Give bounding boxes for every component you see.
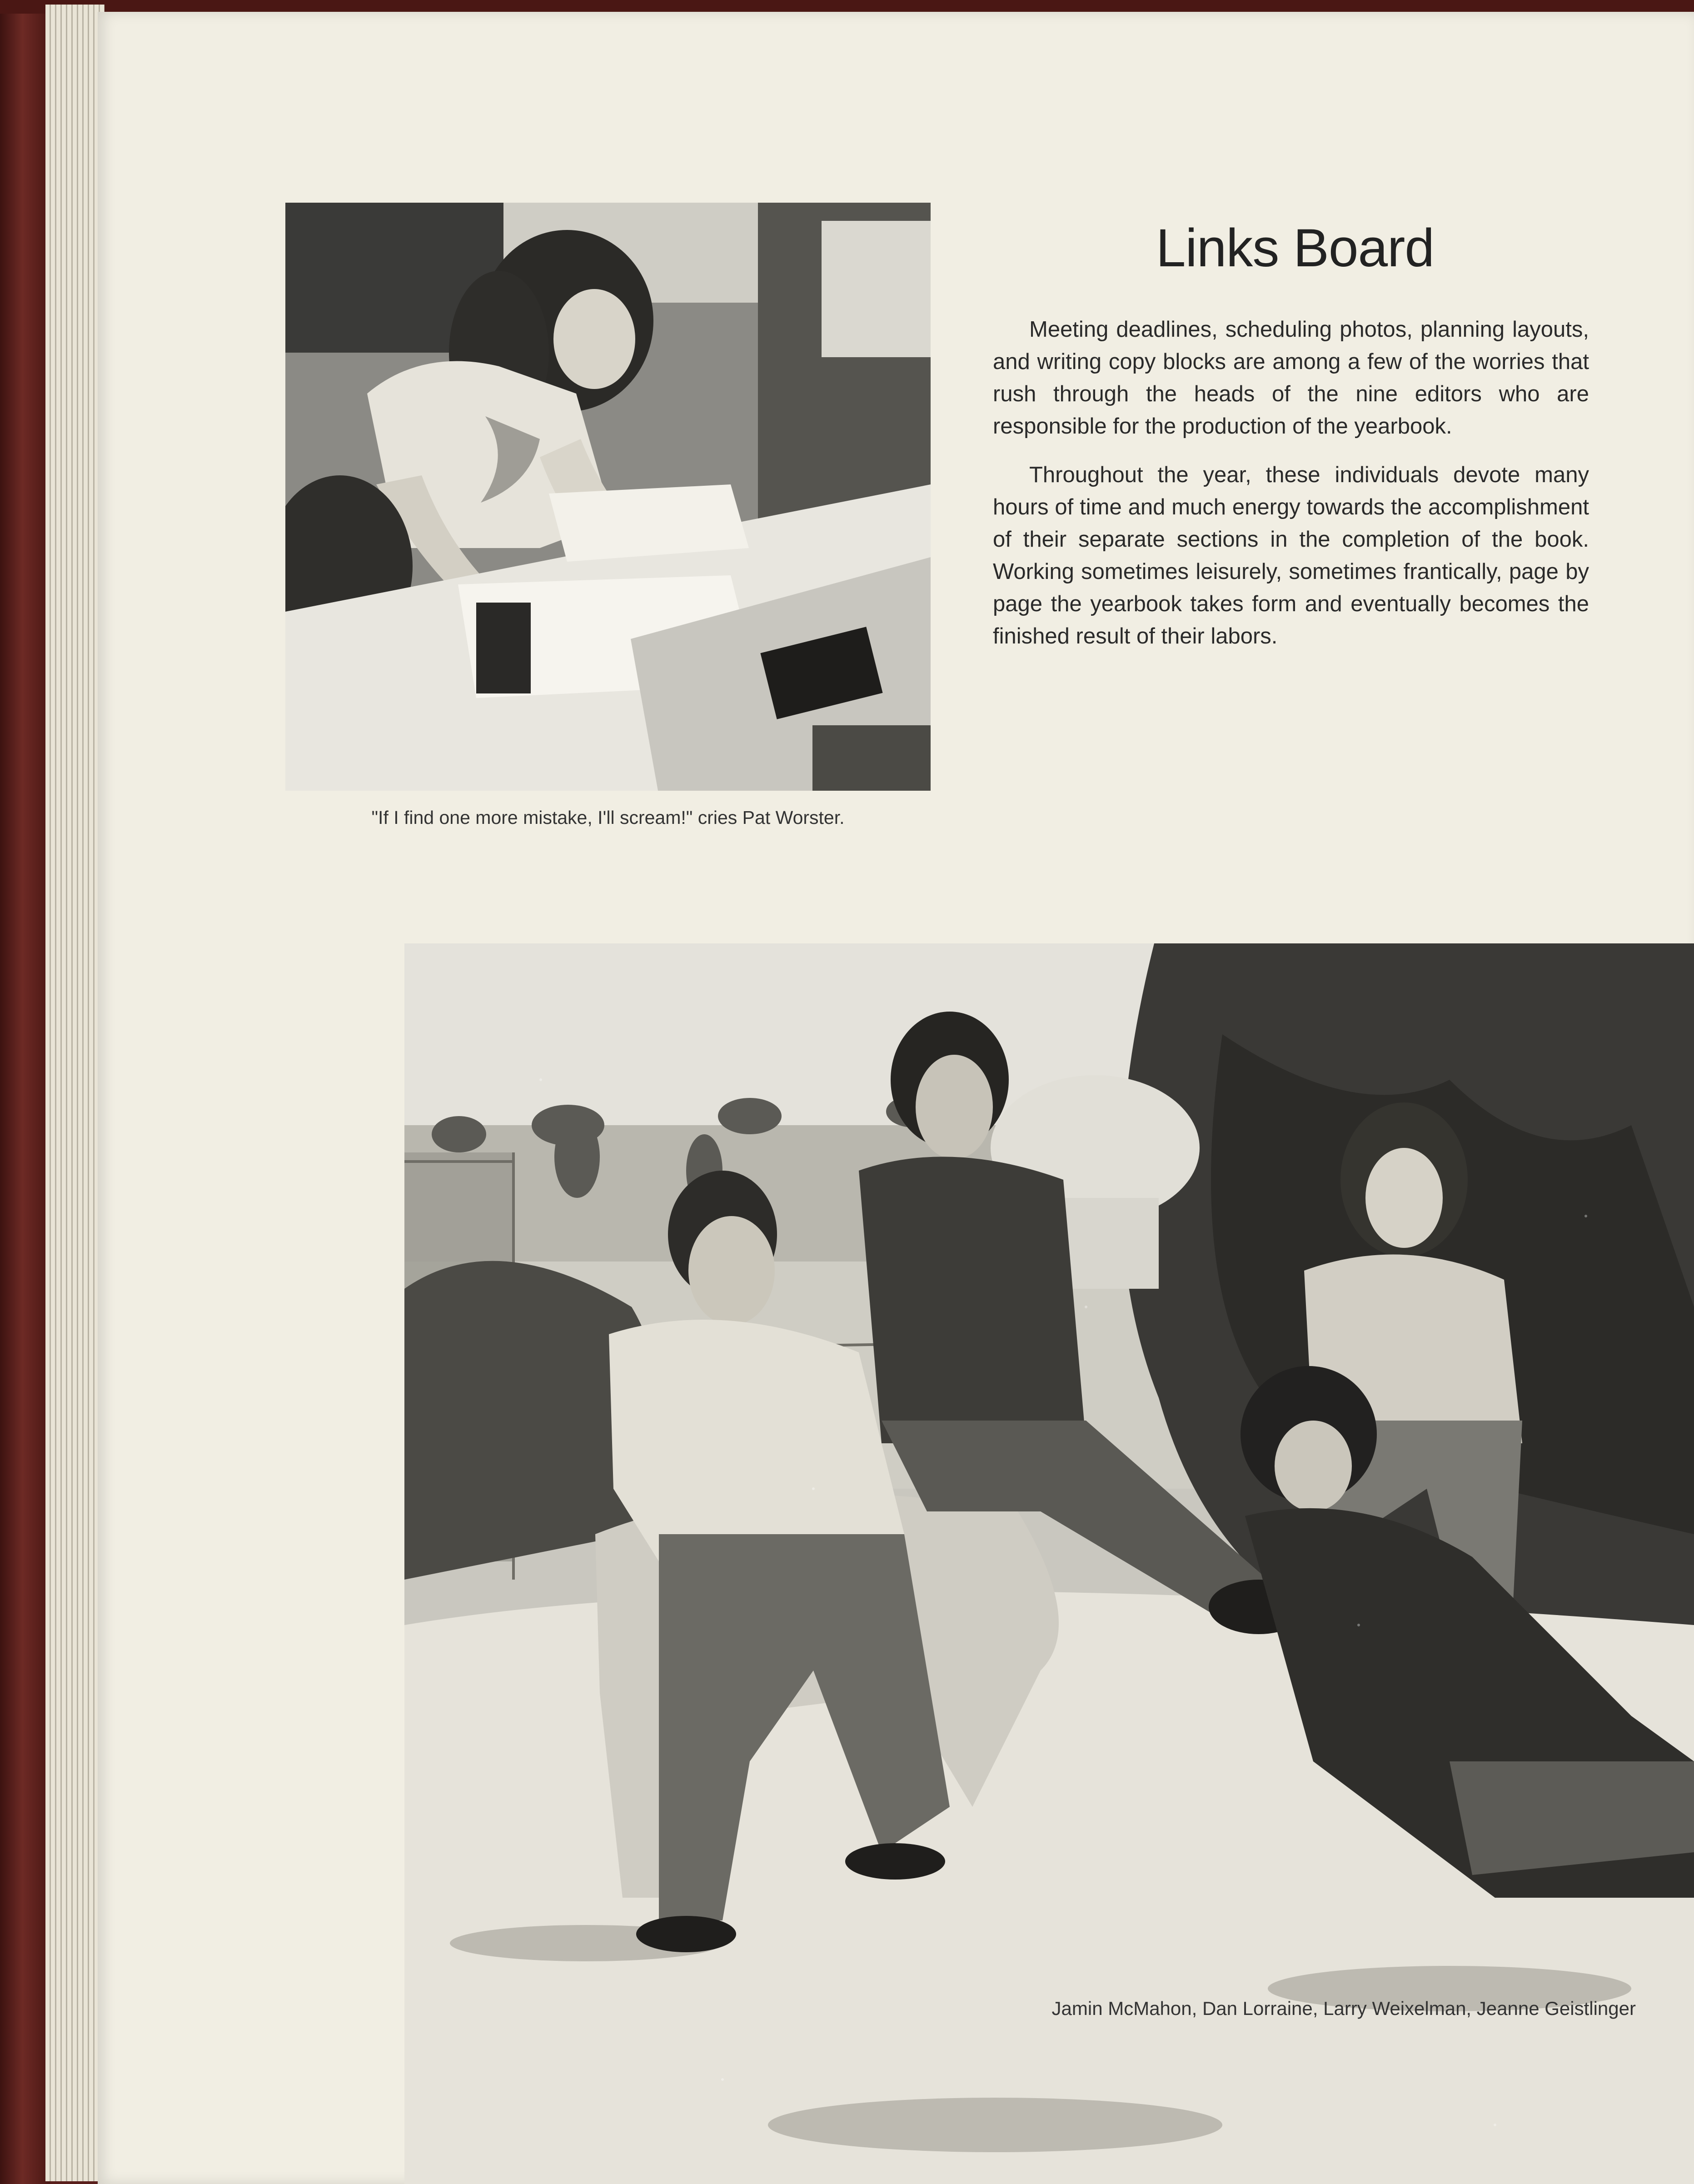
article-paragraph-1: Meeting deadlines, scheduling photos, planning layouts, and writing copy blocks are among a few of the worries that rush through the heads of the nine editors who are responsible for the production of the yearbook. xyxy=(993,317,1589,439)
article-paragraph-2: Throughout the year, these individuals devote many hours of time and much energy towards the accomplishment of their separate sections in the completion of the book. Working sometimes leisurely, sometimes frantically, page by page the yearbook takes form and eventually becomes the finished result of their labors. xyxy=(993,463,1589,648)
article-body xyxy=(993,314,1589,669)
photo-student-writing-image xyxy=(285,203,931,791)
photo-student-writing-caption: "If I find one more mistake, I'll scream!" cries Pat Worster. xyxy=(371,807,845,828)
page-edges xyxy=(45,5,105,2181)
book-binding xyxy=(0,0,50,2184)
photo-student-writing xyxy=(285,203,931,791)
page-title: Links Board xyxy=(1156,218,1435,278)
photo-group-outdoors-caption: Jamin McMahon, Dan Lorraine, Larry Weixelman, Jeanne Geistlinger xyxy=(1051,1998,1636,2019)
